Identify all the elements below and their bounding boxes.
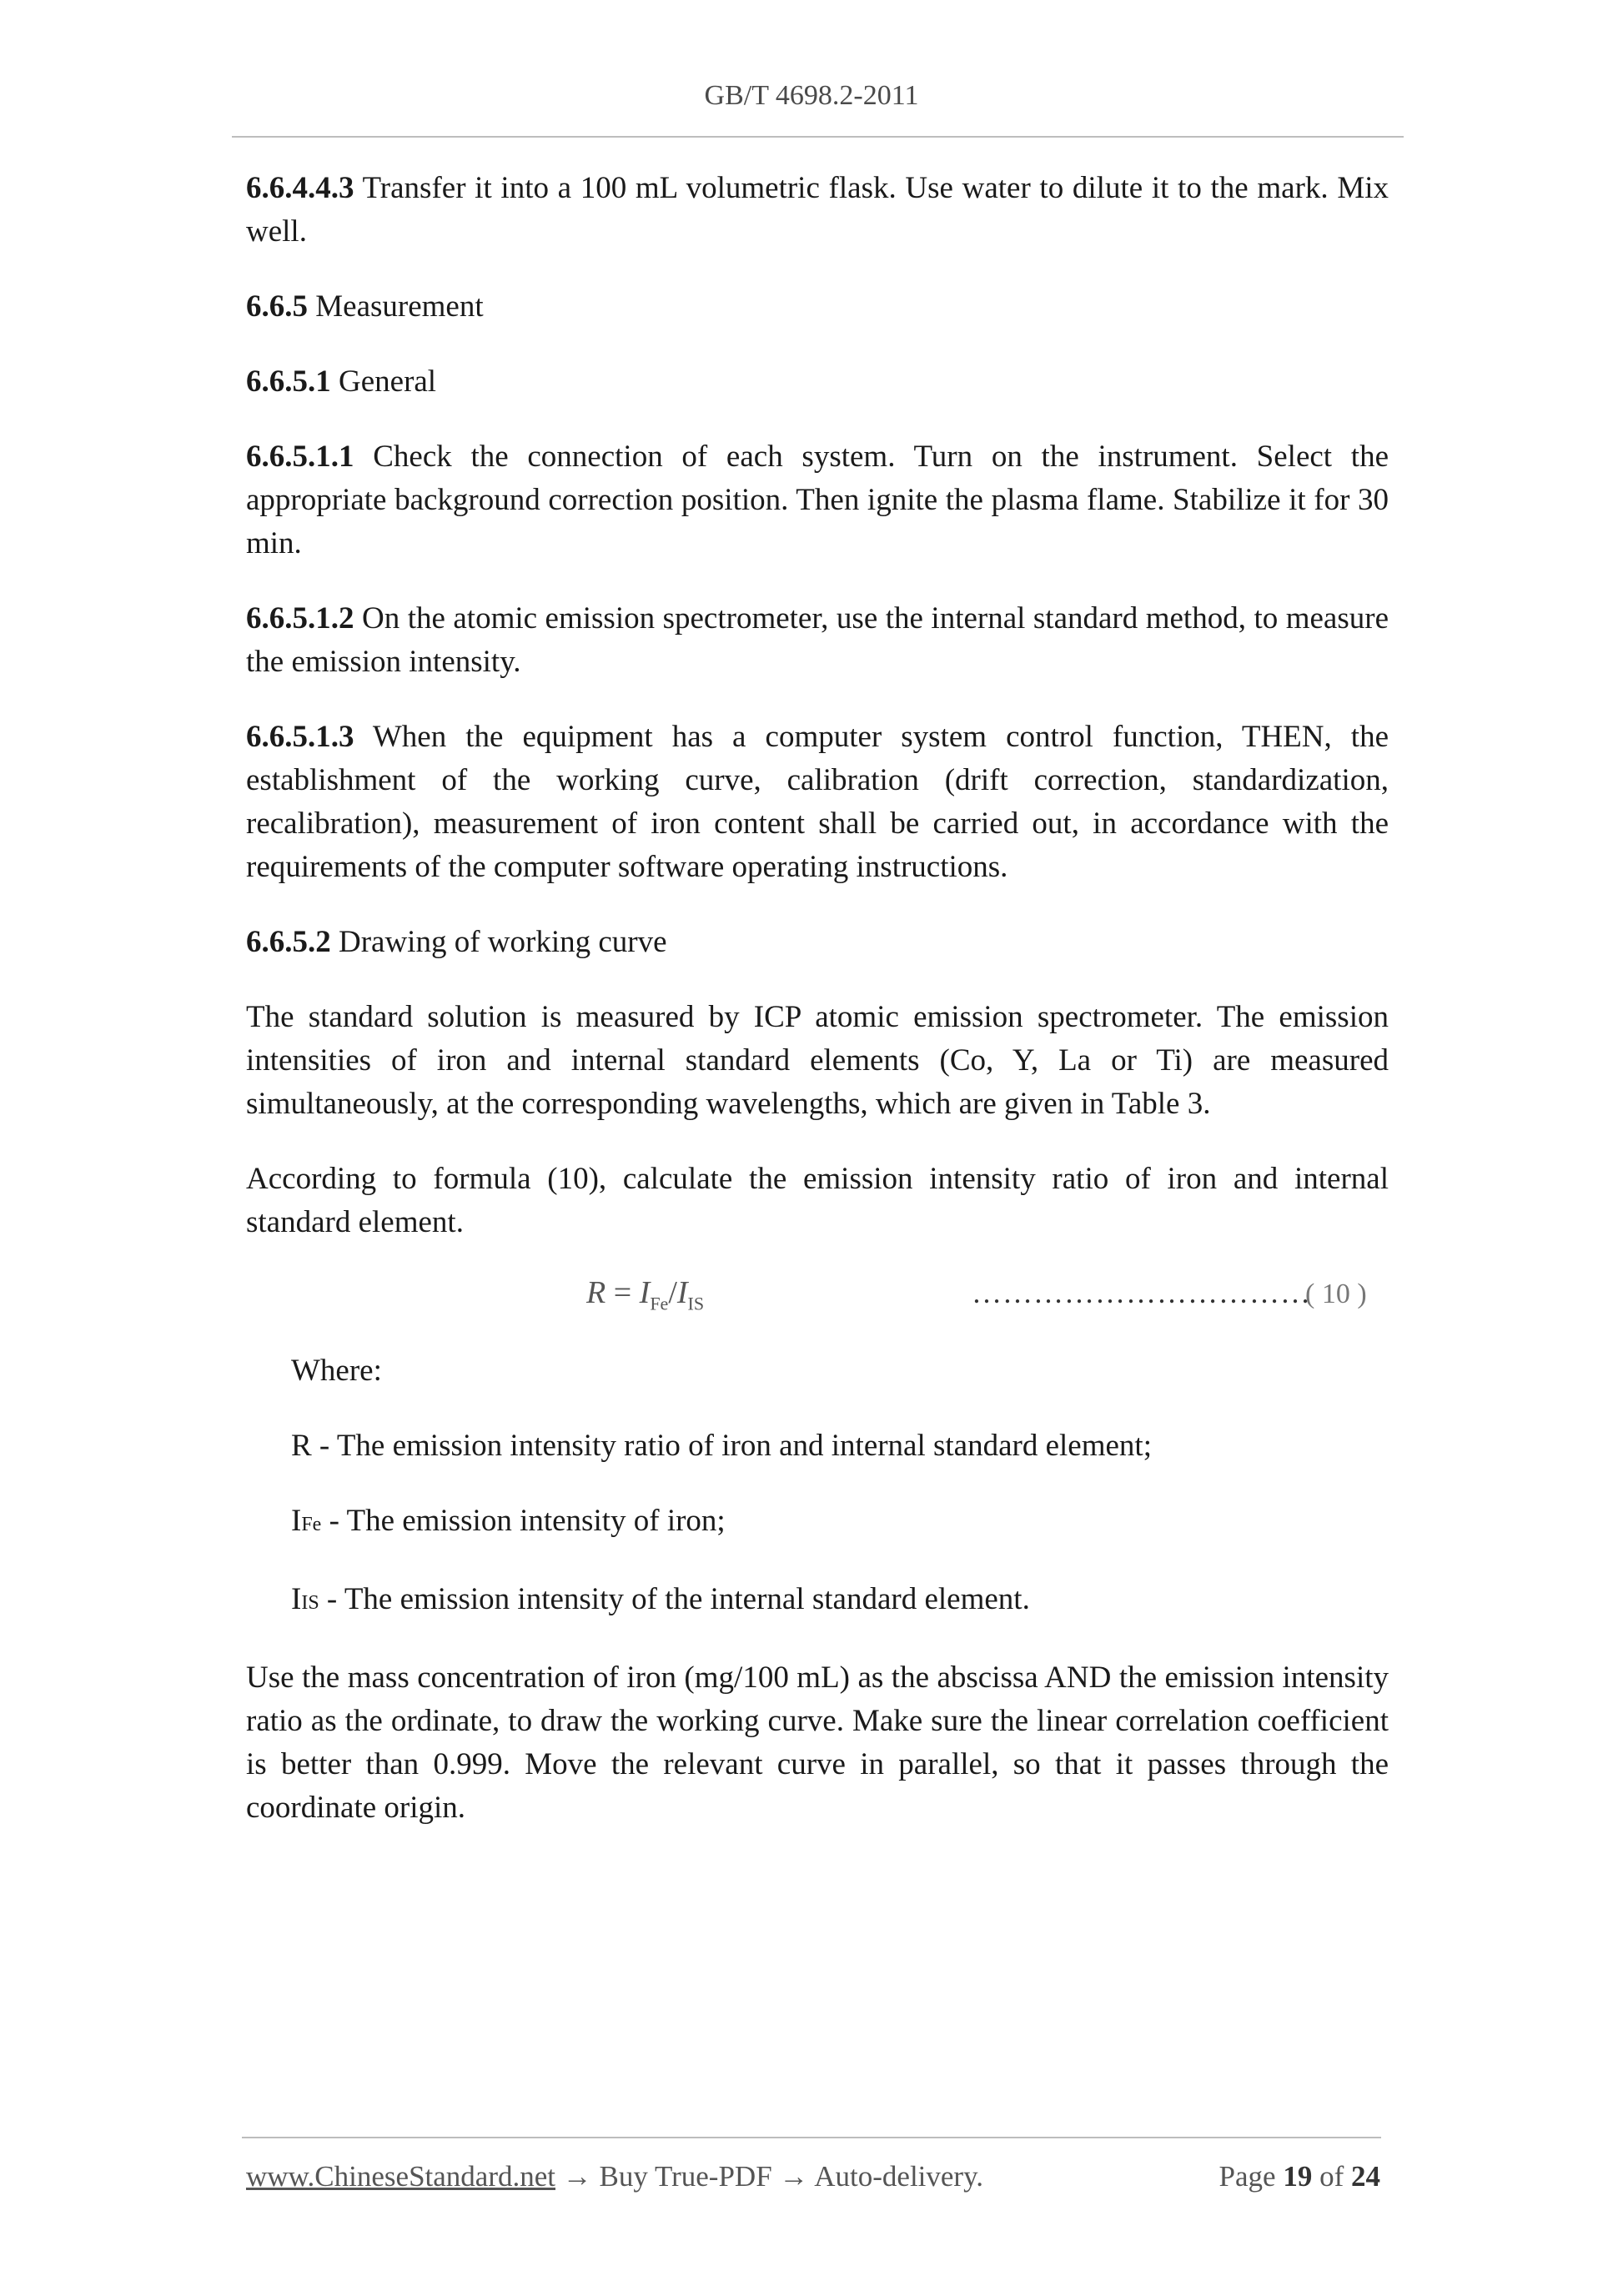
formula-number: ( 10 ) <box>1305 1279 1367 1309</box>
clause-6-6-4-4-3 <box>246 167 1389 254</box>
clause-number: 6.6.5.2 <box>246 925 331 959</box>
clause-6-6-5-1-1 <box>246 435 1389 565</box>
definition-iis: IIS - The emission intensity of the internal standard element. <box>291 1582 1030 1616</box>
definition-r: R - The emission intensity ratio of iron and internal standard element; <box>291 1429 1152 1463</box>
clause-number: 6.6.5.1 <box>246 364 331 399</box>
arrow-icon: → <box>555 2160 600 2193</box>
where-label: Where: <box>291 1354 382 1388</box>
page-footer <box>246 2160 1380 2193</box>
clause-text: On the atomic emission spectrometer, use the internal standard method, to measure the emission intensity. <box>246 601 1389 679</box>
clause-text: Check the connection of each system. Turn on the instrument. Select the appropriate background correction position. Then ignite the plasma flame. Stabilize it for 30 min. <box>246 440 1389 560</box>
doc-id: GB/T 4698.2-2011 <box>704 80 919 111</box>
clause-number: 6.6.5.1.3 <box>246 720 354 754</box>
page-number: 19 <box>1283 2160 1313 2193</box>
paragraph-working-curve: Use the mass concentration of iron (mg/100 mL) as the abscissa AND the emission intensity ratio as the ordinate, to draw the working curve. Make sure the linear correlation coefficient is better than 0.999. Move the relevant curve in parallel, so that it passes through the coordinate origin. <box>246 1660 1389 1825</box>
page-total: 24 <box>1351 2160 1380 2193</box>
formula-10 <box>246 1271 1389 1321</box>
buy-text: Buy True-PDF <box>599 2160 772 2193</box>
clause-text: Measurement <box>308 289 484 324</box>
clause-6-6-5-1 <box>246 360 1389 404</box>
clause-text: Drawing of working curve <box>330 925 667 959</box>
document-header <box>0 80 1623 112</box>
clause-number: 6.6.5 <box>246 289 308 324</box>
arrow-icon: → <box>771 2160 815 2193</box>
clause-number: 6.6.4.4.3 <box>246 171 354 205</box>
page-indicator: Page 19 of 24 <box>1219 2160 1380 2193</box>
clause-6-6-5-1-3 <box>246 716 1389 889</box>
clause-number: 6.6.5.1.2 <box>246 601 354 636</box>
delivery-text: Auto-delivery. <box>814 2160 984 2193</box>
clause-6-6-5-1-2 <box>246 597 1389 684</box>
clause-6-6-5 <box>246 285 1389 329</box>
paragraph-standard-solution: The standard solution is measured by ICP atomic emission spectrometer. The emission intensities of iron and internal standard elements (Co, Y, La or Ti) are measured simultaneously, at the corresponding wavelengths, which are given in Table 3. <box>246 1000 1389 1121</box>
clause-text: Transfer it into a 100 mL volumetric flask. Use water to dilute it to the mark. Mix well. <box>246 171 1389 249</box>
formula-expression: $R = I_{Fe}/I_{IS}$ <box>586 1275 705 1314</box>
clause-text: General <box>330 364 437 399</box>
footer-divider <box>242 2137 1381 2138</box>
document-body <box>246 167 1389 1861</box>
clause-number: 6.6.5.1.1 <box>246 440 354 474</box>
clause-text: When the equipment has a computer system control function, THEN, the establishment of the working curve, calibration (drift correction, standardization, recalibration), measurement of iron content shall be carried out, in accordance with the requirements of the computer software operating instructions. <box>246 720 1389 884</box>
formula-leader-dots: …………………………… <box>972 1276 1311 1309</box>
header-divider <box>232 136 1404 138</box>
clause-6-6-5-2 <box>246 921 1389 964</box>
paragraph-formula-intro: According to formula (10), calculate the emission intensity ratio of iron and internal standard element. <box>246 1162 1389 1239</box>
website-link[interactable]: www.ChineseStandard.net <box>246 2160 555 2193</box>
definition-ife: IFe - The emission intensity of iron; <box>291 1504 726 1538</box>
